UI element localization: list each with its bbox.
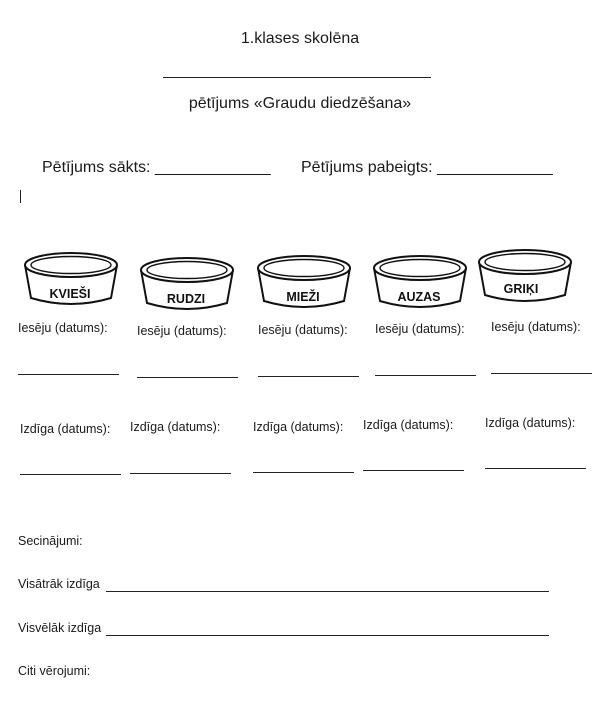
earliest-sprouted-label: Visātrāk izdīga — [18, 577, 100, 591]
worksheet-title: 1.klases skolēna — [240, 30, 360, 47]
sprouted-label: Izdīga (datums): — [20, 422, 111, 436]
bowl-label: MIEŽI — [286, 290, 320, 304]
planted-label: Iesēju (datums): — [137, 324, 227, 338]
latest-sprouted-label: Visvēlāk izdīga — [18, 621, 102, 635]
bowl-label: RUDZI — [166, 292, 206, 306]
planted-label: Iesēju (datums): — [491, 320, 581, 334]
sprouted-label: Izdīga (datums): — [363, 418, 454, 432]
bowl-griki-icon — [476, 247, 574, 305]
latest-sprouted-line[interactable] — [106, 635, 549, 636]
sprouted-date-line[interactable] — [485, 468, 586, 469]
study-finished-label: Pētījums pabeigts: _____________ — [301, 159, 553, 176]
text-cursor — [20, 190, 21, 203]
planted-date-line[interactable] — [137, 377, 238, 378]
planted-date-line[interactable] — [375, 375, 476, 376]
planted-label: Iesēju (datums): — [258, 323, 348, 337]
student-name-line[interactable] — [163, 77, 431, 78]
sprouted-label: Izdīga (datums): — [130, 420, 221, 434]
sprouted-date-line[interactable] — [253, 472, 354, 473]
bowl-kviesi-icon — [22, 250, 120, 308]
bowl-rudzi-icon — [138, 255, 236, 313]
bowl-auzas-icon — [371, 253, 469, 311]
study-started-label: Pētījums sākts: _____________ — [42, 159, 271, 176]
sprouted-date-line[interactable] — [20, 474, 121, 475]
conclusions-heading: Secinājumi: — [18, 534, 83, 548]
planted-label: Iesēju (datums): — [375, 322, 465, 336]
planted-date-line[interactable] — [491, 373, 592, 374]
sprouted-date-line[interactable] — [130, 473, 231, 474]
bowl-label: AUZAS — [397, 290, 441, 304]
sprouted-label: Izdīga (datums): — [485, 416, 576, 430]
sprouted-date-line[interactable] — [363, 470, 464, 471]
study-subtitle: pētījums «Graudu diedzēšana» — [188, 95, 412, 112]
bowl-miezi-icon — [255, 253, 353, 311]
planted-date-line[interactable] — [258, 376, 359, 377]
bowl-label: KVIEŠI — [49, 287, 91, 301]
planted-date-line[interactable] — [18, 374, 119, 375]
planted-label: Iesēju (datums): — [18, 321, 108, 335]
other-observations-label: Citi vērojumi: — [18, 664, 91, 678]
sprouted-label: Izdīga (datums): — [253, 420, 344, 434]
bowl-label: GRIĶI — [503, 282, 539, 296]
earliest-sprouted-line[interactable] — [106, 591, 549, 592]
